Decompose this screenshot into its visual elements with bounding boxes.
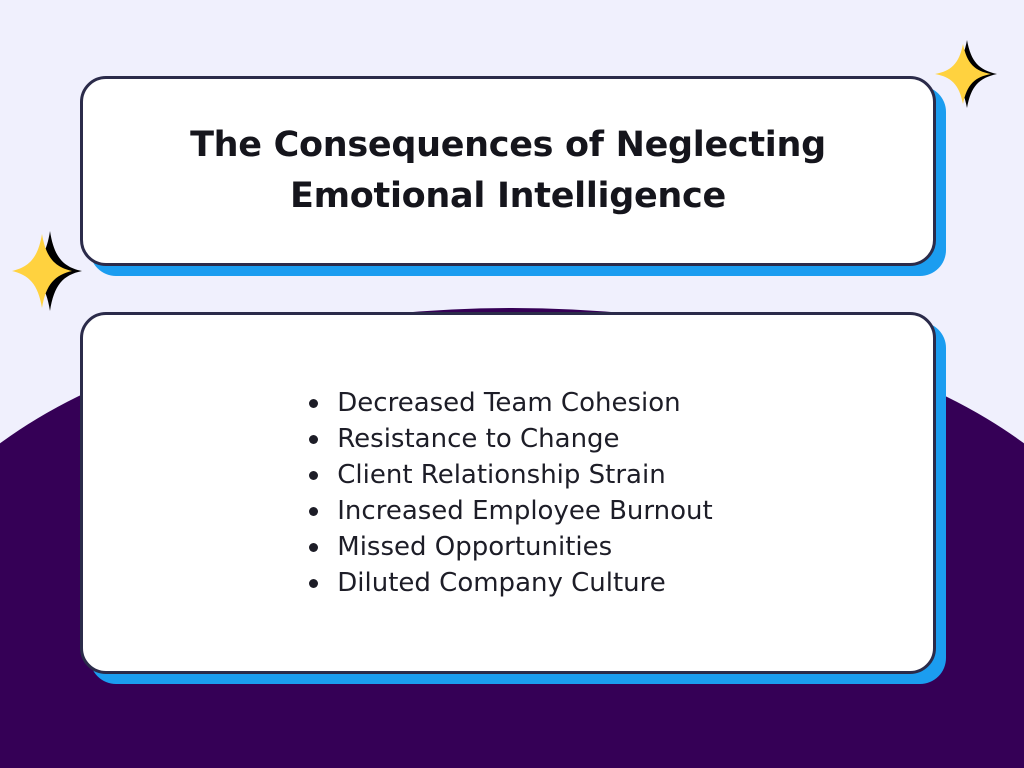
title-line-1: The Consequences of Neglecting (190, 125, 826, 166)
list-item: Client Relationship Strain (303, 457, 712, 493)
list-item: Increased Employee Burnout (303, 493, 712, 529)
list-item: Missed Opportunities (303, 529, 712, 565)
title-line-2: Emotional Intelligence (290, 176, 726, 216)
sparkle-left-icon (8, 228, 84, 318)
title-card (80, 76, 936, 266)
consequences-list (303, 385, 712, 602)
page-title (190, 120, 826, 222)
list-item: Resistance to Change (303, 421, 712, 457)
sparkle-top-right-icon (935, 38, 999, 114)
list-item: Decreased Team Cohesion (303, 385, 712, 421)
content-card (80, 312, 936, 674)
list-item: Diluted Company Culture (303, 565, 712, 601)
